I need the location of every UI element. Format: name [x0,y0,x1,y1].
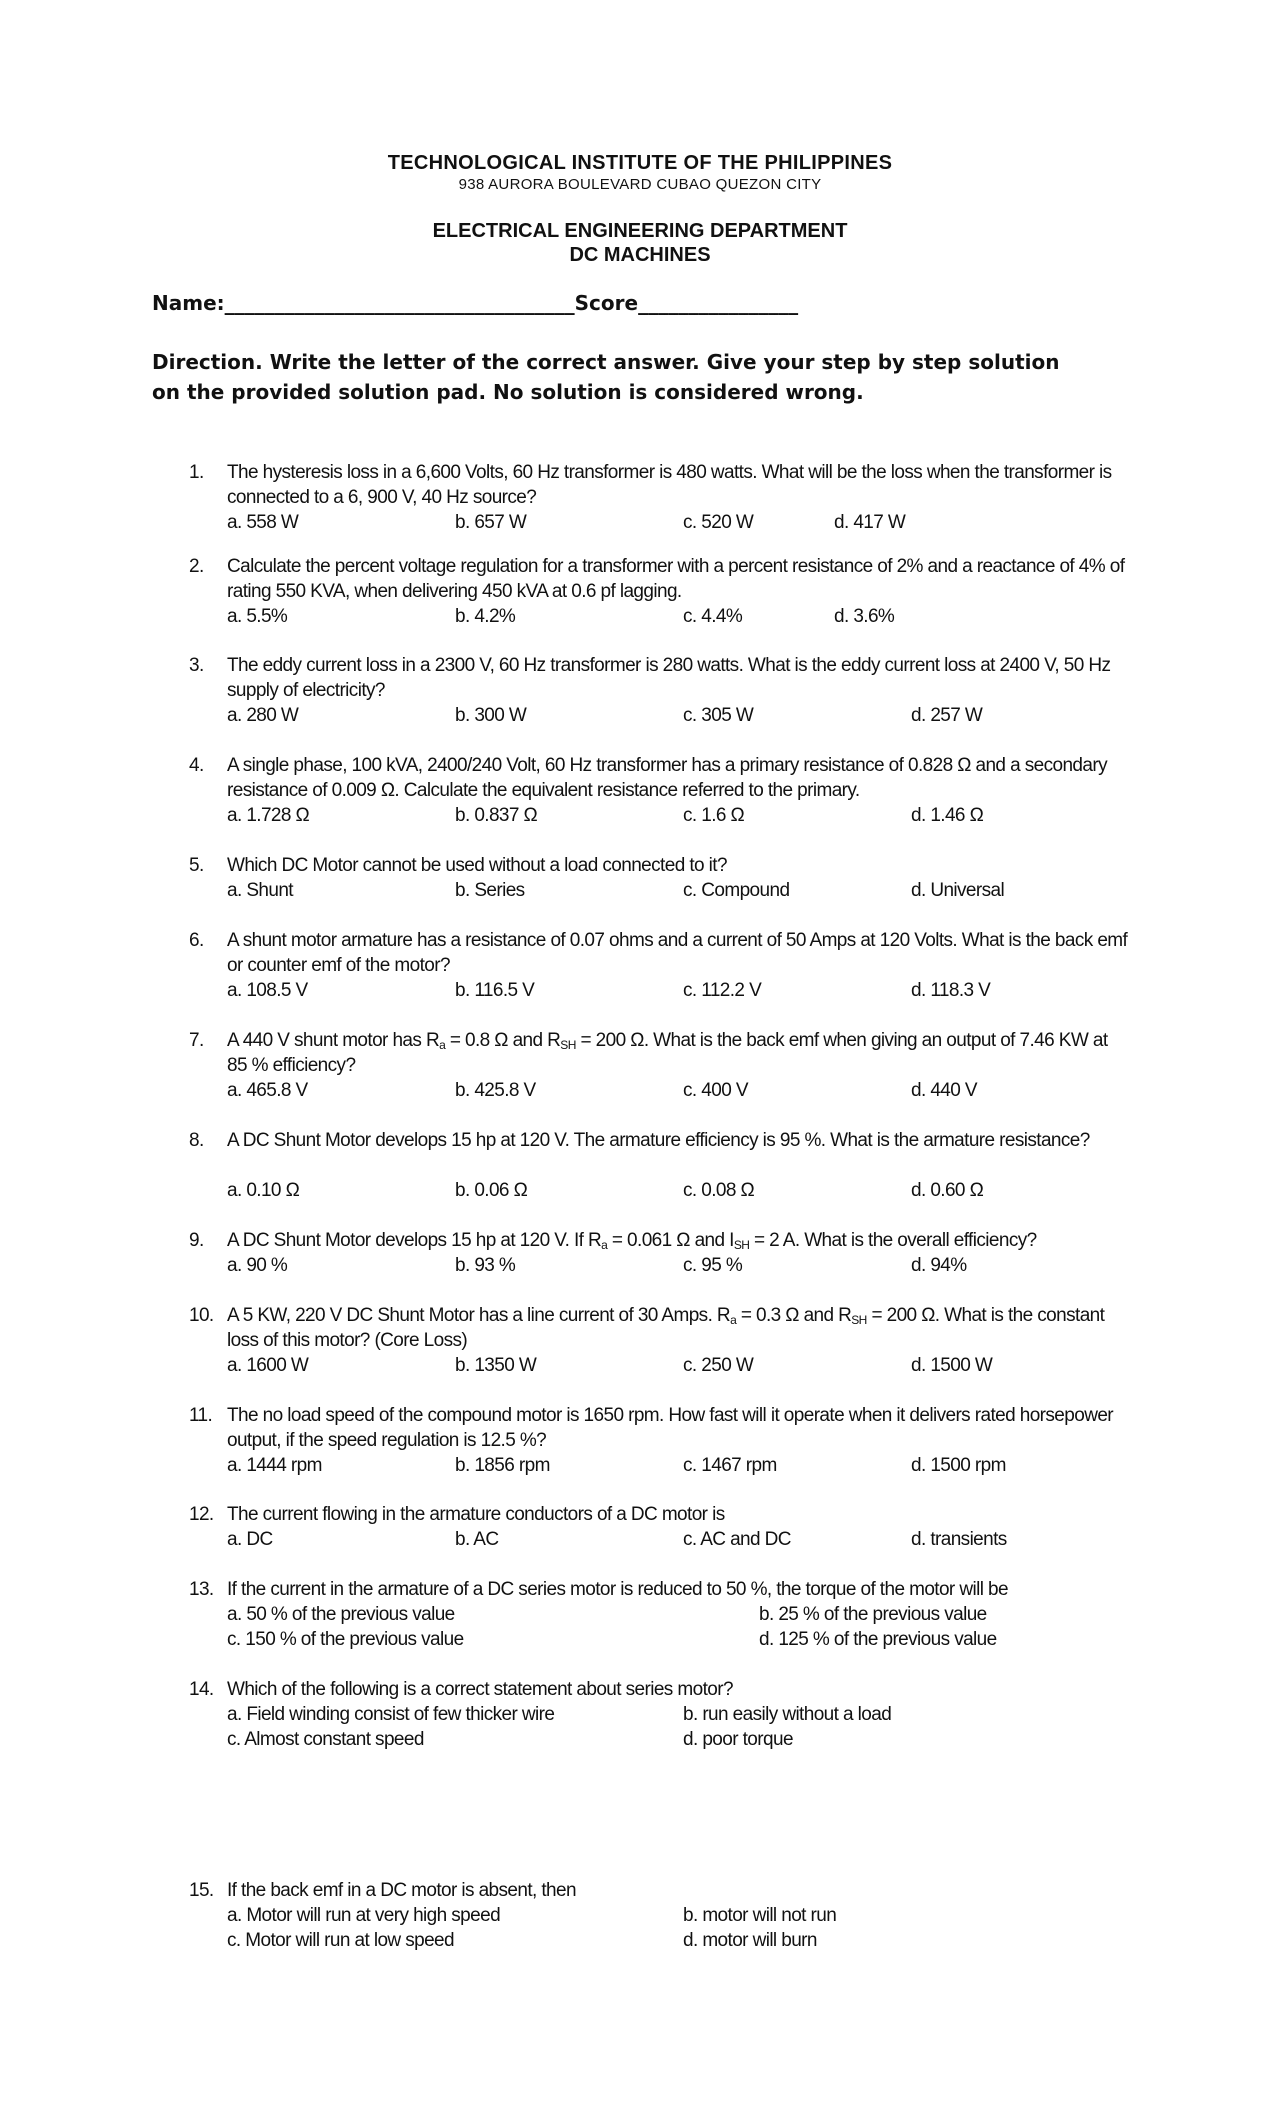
option-d: d. 1.46 Ω [911,805,984,826]
option-a: a. 0.10 Ω [227,1180,300,1201]
option-a: a. 108.5 V [227,980,308,1001]
option-b: b. Series [455,880,525,901]
option-c: c. 112.2 V [683,980,762,1001]
option-a: a. 1600 W [227,1355,309,1376]
question-text: Calculate the percent voltage regulation for a transformer with a percent resistance of 2% and a reactance of 4% of rating 550 KVA, when delivering 450 kVA at 0.6 pf lagging. [227,556,1125,602]
option-d: d. 3.6% [834,606,895,627]
question-text: The current flowing in the armature conductors of a DC motor is [227,1504,725,1525]
option-c: c. Motor will run at low speed [227,1930,454,1951]
option-c: c. 250 W [683,1355,754,1376]
option-a: a. 1.728 Ω [227,805,310,826]
question-number: 13. [189,1579,214,1600]
option-d: d. motor will burn [683,1930,817,1951]
option-a: a. 5.5% [227,606,288,627]
option-b: b. 300 W [455,705,527,726]
option-c: c. 150 % of the previous value [227,1629,464,1650]
question-number: 8. [189,1130,204,1151]
school-address: 938 AURORA BOULEVARD CUBAO QUEZON CITY [458,176,822,193]
question-number: 14. [189,1679,214,1700]
option-b: b. 657 W [455,512,527,533]
option-d: d. poor torque [683,1729,793,1750]
option-c: c. 400 V [683,1080,748,1101]
option-a: a. 558 W [227,512,299,533]
option-d: d. 1500 rpm [911,1455,1006,1476]
option-a: a. Shunt [227,880,293,901]
question-text: The eddy current loss in a 2300 V, 60 Hz transformer is 280 watts. What is the eddy current loss at 2400 V, 50 Hz supply of electricity? [227,655,1111,701]
option-d: d. 94% [911,1255,967,1276]
option-a: a. 280 W [227,705,299,726]
option-b: b. run easily without a load [683,1704,892,1725]
option-c: c. 305 W [683,705,754,726]
option-b: b. 0.837 Ω [455,805,538,826]
option-b: b. AC [455,1529,499,1550]
option-d: d. 417 W [834,512,906,533]
option-c: c. Almost constant speed [227,1729,424,1750]
question-text: The no load speed of the compound motor is 1650 rpm. How fast will it operate when it delivers rated horsepower output, if the speed regulation is 12.5 %? [227,1405,1114,1451]
question-number: 10. [189,1305,214,1326]
option-a: a. 50 % of the previous value [227,1604,455,1625]
option-c: c. 1467 rpm [683,1455,777,1476]
question-number: 4. [189,755,204,776]
option-c: c. Compound [683,880,790,901]
option-b: b. 93 % [455,1255,516,1276]
question-text: A 5 KW, 220 V DC Shunt Motor has a line current of 30 Amps. $R_a = 0.3$ Ω and $R_{SH} = 200$ Ω. What is the constant loss of this motor? (Core Loss) [227,1305,1105,1351]
department-title: ELECTRICAL ENGINEERING DEPARTMENT [432,220,848,242]
option-d: d. 118.3 V [911,980,991,1001]
option-b: b. 116.5 V [455,980,535,1001]
question-number: 3. [189,655,204,676]
directions: Direction. Write the letter of the correct answer. Give your step by step solution on the provided solution pad. No solution is considered wrong. [152,350,1060,404]
option-c: c. 520 W [683,512,754,533]
question-number: 12. [189,1504,214,1525]
option-c: c. 0.08 Ω [683,1180,755,1201]
option-a: a. Motor will run at very high speed [227,1905,501,1926]
question-number: 7. [189,1030,204,1051]
question-number: 11. [189,1405,213,1426]
option-b: b. motor will not run [683,1905,837,1926]
option-b: b. 4.2% [455,606,516,627]
option-a: a. DC [227,1529,273,1550]
option-d: d. 125 % of the previous value [759,1629,997,1650]
question-text: A single phase, 100 kVA, 2400/240 Volt, 60 Hz transformer has a primary resistance of 0.828 Ω and a secondary resistance of 0.009 Ω. Calculate the equivalent resistance referred to the primary. [227,755,1107,801]
question-text: A DC Shunt Motor develops 15 hp at 120 V. If $R_a = 0.061$ Ω and $I_{SH} = 2$ A. What is the overall efficiency? [227,1230,1037,1252]
name-score-line [152,291,798,315]
option-a: a. 465.8 V [227,1080,308,1101]
question-number: 2. [189,556,204,577]
question-text: A 440 V shunt motor has $R_a = 0.8$ Ω and $R_{SH} = 200$ Ω. What is the back emf when giving an output of 7.46 KW at 85 % efficiency? [227,1030,1108,1076]
question-text: If the back emf in a DC motor is absent, then [227,1880,576,1901]
option-d: d. 1500 W [911,1355,993,1376]
school-name: TECHNOLOGICAL INSTITUTE OF THE PHILIPPINES [387,152,893,174]
option-c: c. 95 % [683,1255,743,1276]
option-c: c. AC and DC [683,1529,791,1550]
option-a: a. 1444 rpm [227,1455,322,1476]
question-text: The hysteresis loss in a 6,600 Volts, 60 Hz transformer is 480 watts. What will be the loss when the transformer is connected to a 6, 900 V, 40 Hz source? [227,462,1112,508]
option-c: c. 4.4% [683,606,743,627]
option-b: b. 25 % of the previous value [759,1604,987,1625]
question-text: Which of the following is a correct statement about series motor? [227,1679,733,1700]
option-b: b. 425.8 V [455,1080,536,1101]
option-a: a. Field winding consist of few thicker wire [227,1704,555,1725]
option-c: c. 1.6 Ω [683,805,745,826]
option-d: d. transients [911,1529,1007,1550]
question-number: 1. [189,462,204,483]
name-field: Name:___________________________________ [152,291,575,315]
question-number: 5. [189,855,204,876]
option-d: d. 0.60 Ω [911,1180,984,1201]
question-text: A shunt motor armature has a resistance of 0.07 ohms and a current of 50 Amps at 120 Volts. What is the back emf or counter emf of the motor? [227,930,1128,976]
question-number: 9. [189,1230,204,1251]
question-text: If the current in the armature of a DC series motor is reduced to 50 %, the torque of the motor will be [227,1579,1008,1600]
subject-title: DC MACHINES [569,244,711,266]
option-b: b. 1856 rpm [455,1455,550,1476]
option-a: a. 90 % [227,1255,288,1276]
option-d: d. Universal [911,880,1005,901]
option-b: b. 0.06 Ω [455,1180,528,1201]
question-number: 15. [189,1880,214,1901]
question-text: Which DC Motor cannot be used without a load connected to it? [227,855,727,876]
option-d: d. 257 W [911,705,983,726]
option-d: d. 440 V [911,1080,977,1101]
score-field: Score________________ [574,291,799,315]
option-b: b. 1350 W [455,1355,537,1376]
question-number: 6. [189,930,204,951]
question-text: A DC Shunt Motor develops 15 hp at 120 V. The armature efficiency is 95 %. What is the armature resistance? [227,1130,1090,1151]
